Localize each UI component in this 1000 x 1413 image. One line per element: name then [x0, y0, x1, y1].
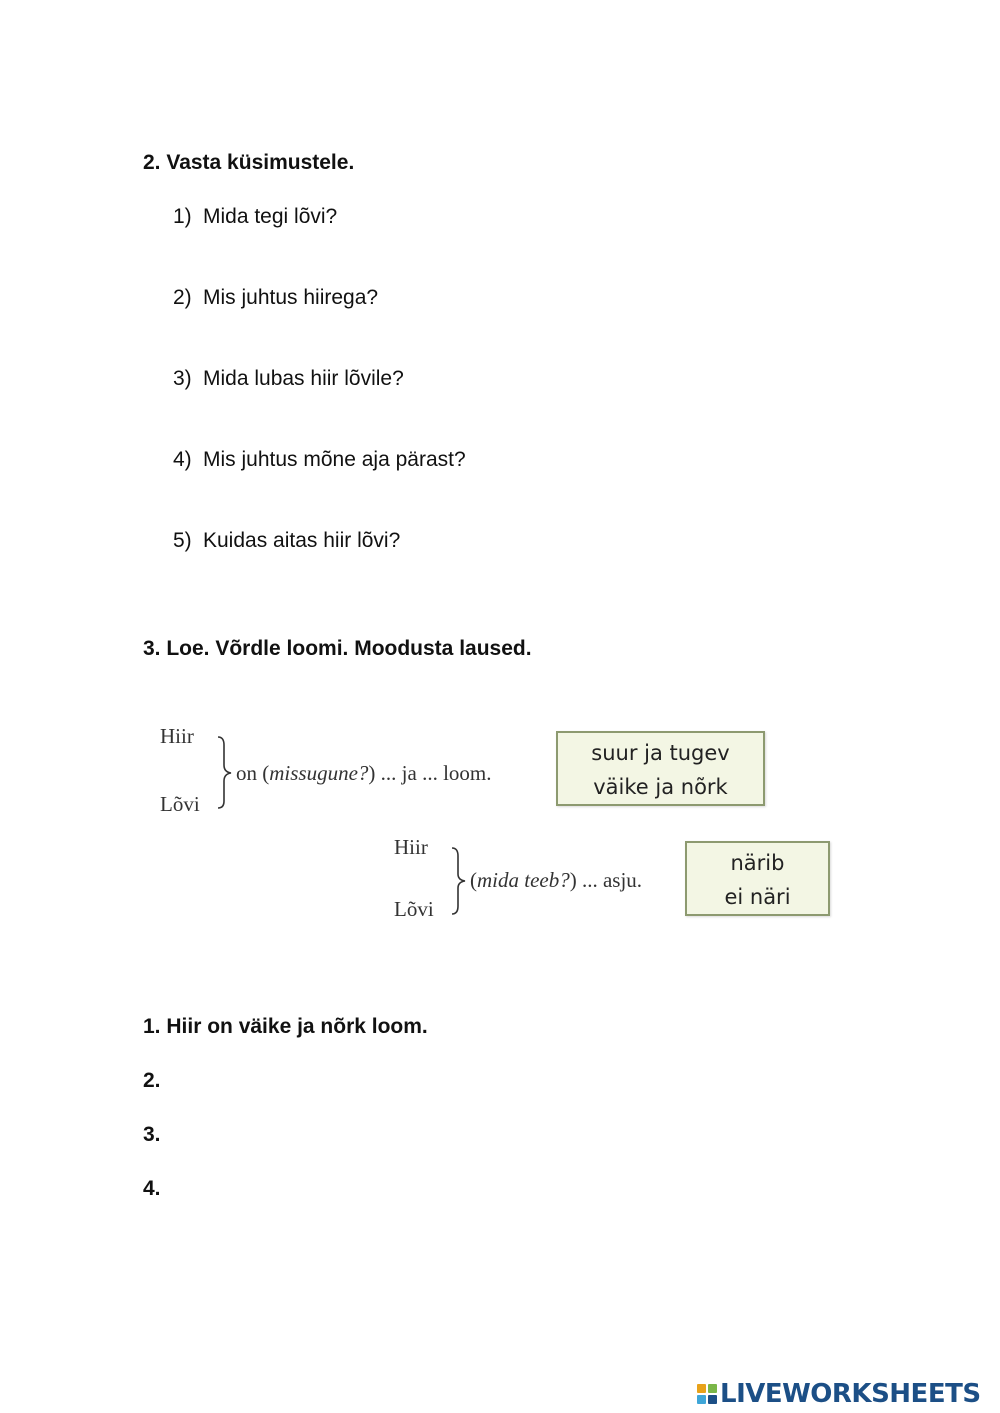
question-number: 3): [173, 367, 192, 390]
answer-line-2: [143, 1069, 161, 1093]
liveworksheets-logo[interactable]: [697, 1377, 981, 1411]
pattern-text: ) ... asju.: [569, 868, 643, 892]
logo-block: [697, 1395, 706, 1404]
answer-text: Hiir on väike ja nõrk loom.: [166, 1015, 428, 1038]
question-number: 2): [173, 286, 192, 309]
logo-block: [708, 1395, 717, 1404]
subject-label: Hiir: [394, 835, 428, 859]
word-options-box: [556, 731, 765, 806]
sentence-pattern: [470, 868, 642, 893]
answer-line-4: [143, 1177, 161, 1201]
word-option: suur ja tugev: [591, 741, 730, 765]
word-option: ei näri: [724, 885, 791, 909]
subject-label: Lõvi: [394, 897, 434, 921]
answer-line-3: [143, 1123, 161, 1147]
question-text: Mis juhtus hiirega?: [203, 286, 379, 309]
logo-block: [697, 1384, 706, 1393]
question-number: 1): [173, 205, 192, 228]
word-options-box: [685, 841, 830, 916]
sentence-pattern: [236, 761, 492, 786]
answer-number: 3.: [143, 1123, 161, 1146]
question-text: Kuidas aitas hiir lõvi?: [203, 529, 401, 552]
question-1: [173, 205, 337, 229]
question-text: Mida lubas hiir lõvile?: [203, 367, 404, 390]
question-number: 4): [173, 448, 192, 471]
pattern-text: on (: [236, 761, 270, 785]
curly-brace-icon: [212, 735, 234, 810]
brand-name: LIVEWORKSHEETS: [720, 1379, 981, 1409]
answer-line-1: [143, 1015, 428, 1039]
pattern-text: ) ... ja ... loom.: [368, 761, 492, 785]
answer-number: 2.: [143, 1069, 161, 1092]
logo-block: [708, 1384, 717, 1393]
question-text: Mida tegi lõvi?: [203, 205, 338, 228]
question-5: [173, 529, 400, 553]
subject-label: Hiir: [160, 724, 194, 748]
answer-number: 4.: [143, 1177, 161, 1200]
section-3-heading: 3. Loe. Võrdle loomi. Moodusta laused.: [143, 637, 532, 660]
question-2: [173, 286, 378, 310]
word-option: närib: [730, 851, 785, 875]
question-number: 5): [173, 529, 192, 552]
pattern-question: mida teeb?: [477, 868, 570, 892]
pattern-text: (: [470, 868, 477, 892]
answer-number: 1.: [143, 1015, 161, 1038]
section-2-heading: 2. Vasta küsimustele.: [143, 151, 355, 174]
subject-label: Lõvi: [160, 792, 200, 816]
question-4: [173, 448, 466, 472]
question-text: Mis juhtus mõne aja pärast?: [203, 448, 466, 471]
curly-brace-icon: [446, 846, 468, 916]
liveworksheets-logo-icon: [697, 1384, 717, 1404]
pattern-question: missugune?: [269, 761, 369, 785]
question-3: [173, 367, 404, 391]
word-option: väike ja nõrk: [593, 775, 728, 799]
